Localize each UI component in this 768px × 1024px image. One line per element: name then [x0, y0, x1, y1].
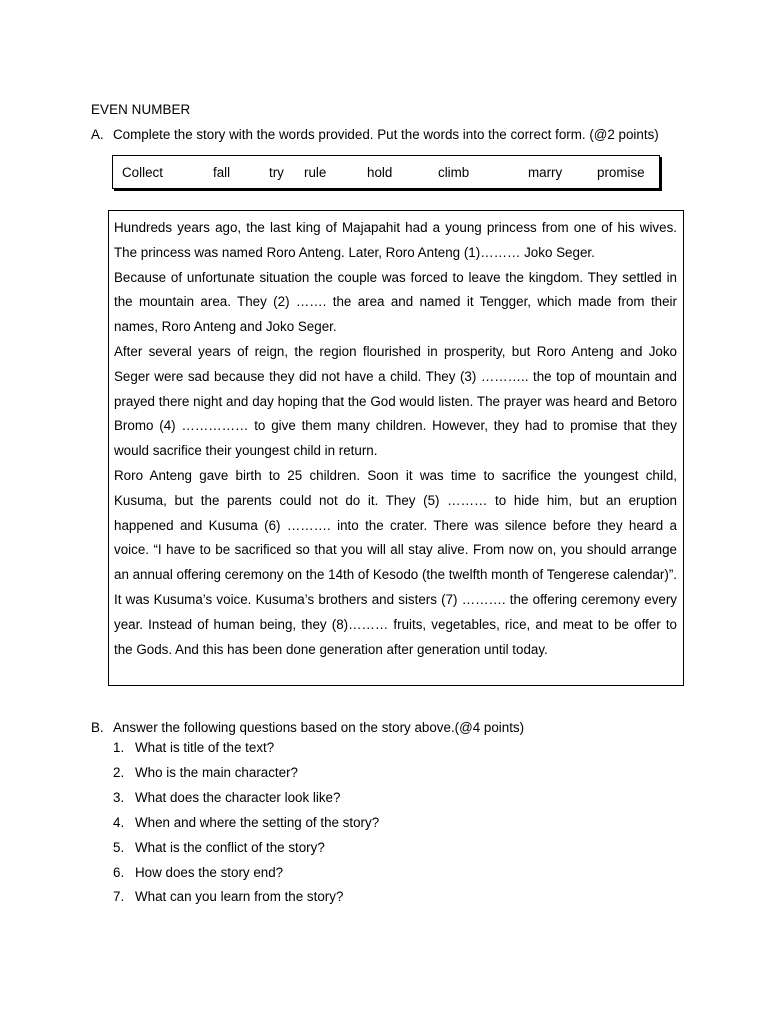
question-item — [113, 861, 711, 886]
word-bank-item: rule — [304, 165, 327, 180]
question-number: 4. — [113, 814, 125, 830]
section-b-marker: B. — [91, 720, 104, 735]
question-number: 1. — [113, 740, 125, 755]
question-text: What does the character look like? — [135, 789, 341, 805]
word-bank-item: marry — [528, 165, 563, 180]
question-text: How does the story end? — [135, 864, 284, 880]
word-bank-item: fall — [213, 165, 231, 180]
word-bank-item: promise — [597, 165, 645, 180]
question-number: 3. — [113, 789, 125, 805]
question-number: 6. — [113, 864, 125, 880]
story-paragraph: Because of unfortunate situation the couple was forced to leave the kingdom. They settled in the mountain area. They (2) ……. the area and named it Tengger, which made from their names, Roro Anteng and Joko Seger. — [114, 269, 677, 335]
section-b — [91, 720, 711, 910]
story-paragraph: After several years of reign, the region flourished in prosperity, but Roro Anteng and Joko Seger were sad because they did not have a child. They (3) ……….. the top of mountain and prayed there night and day hoping that the God would listen. The prayer was heard and Betoro Bromo (4) …………… to give them many children. However, they had to promise that they would sacrifice their youngest child in return. — [114, 343, 677, 459]
question-number: 7. — [113, 889, 125, 905]
question-text: Who is the main character? — [135, 764, 298, 780]
question-text: What is title of the text? — [135, 740, 275, 755]
story-paragraph: Roro Anteng gave birth to 25 children. Soon it was time to sacrifice the youngest child, Kusuma, but the parents could not do it. They (5) ……… to hide him, but an eruption happened and Kusuma (6) ………. into the crater. There was silence before they heard a voice. “I have to be sacrificed so that you will all stay alive. From now on, you should arrange an annual offering ceremony on the 14th of Kesodo (the twelfth month of Tengerese calendar)”. It was Kusuma’s voice. Kusuma’s brothers and sisters (7) ………. the offering ceremony every year. Instead of human being, they (8)……… fruits, vegetables, rice, and meat to be offer to the Gods. And this has been done generation after generation until today. — [114, 467, 678, 657]
question-text: What is the conflict of the story? — [135, 839, 325, 855]
word-bank-item: hold — [367, 165, 393, 180]
page-heading: EVEN NUMBER — [91, 102, 191, 117]
question-item — [113, 736, 711, 761]
word-bank — [112, 155, 660, 189]
question-text: What can you learn from the story? — [135, 889, 344, 905]
story-box — [108, 210, 684, 686]
question-item — [113, 761, 711, 786]
question-number: 2. — [113, 764, 125, 780]
word-bank-item: Collect — [122, 165, 163, 180]
question-item — [113, 811, 711, 836]
question-item — [113, 786, 711, 811]
question-item — [113, 836, 711, 861]
question-list — [91, 736, 711, 910]
question-text: When and where the setting of the story? — [135, 814, 380, 830]
section-b-instruction — [91, 720, 711, 736]
section-a-instruction-text: Complete the story with the words provided. Put the words into the correct form. (@2 points) — [113, 127, 659, 142]
section-b-instruction-text: Answer the following questions based on the story above.(@4 points) — [113, 720, 525, 735]
question-number: 5. — [113, 839, 125, 855]
question-item — [113, 885, 711, 910]
section-a-marker: A. — [91, 127, 104, 142]
story-paragraph: Hundreds years ago, the last king of Majapahit had a young princess from one of his wives. The princess was named Roro Anteng. Later, Roro Anteng (1)……… Joko Seger. — [114, 220, 677, 260]
word-bank-item: try — [269, 165, 284, 180]
section-a-instruction — [91, 127, 691, 142]
word-bank-item: climb — [438, 165, 470, 180]
